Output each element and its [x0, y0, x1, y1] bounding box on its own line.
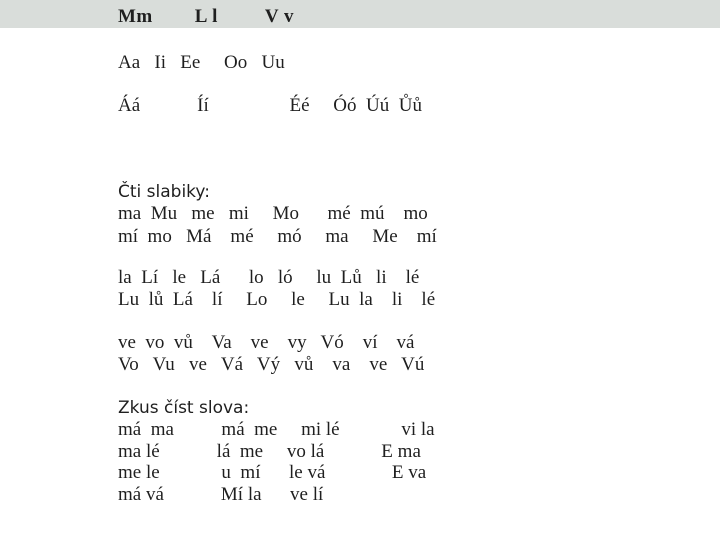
letters-header: Mm L l V v — [118, 6, 294, 27]
syllable-line: la Lí le Lá lo ló lu Lů li lé — [118, 267, 420, 288]
title-bar — [0, 0, 720, 28]
words-heading: Zkus číst slova: — [118, 398, 250, 418]
syllable-line: ma Mu me mi Mo mé mú mo — [118, 203, 428, 224]
word-line: má vá Mí la ve lí — [118, 484, 324, 505]
word-line: me le u mí le vá E va — [118, 462, 427, 483]
long-vowels-line: Áá Íí Éé Óó Úú Ůů — [118, 95, 422, 116]
short-vowels-line: Aa Ii Ee Oo Uu — [118, 52, 285, 73]
word-line: má ma má me mi lé vi la — [118, 419, 435, 440]
word-line: ma lé lá me vo lá E ma — [118, 441, 421, 462]
syllable-line: Lu lů Lá lí Lo le Lu la li lé — [118, 289, 436, 310]
syllable-line: mí mo Má mé mó ma Me mí — [118, 226, 437, 247]
syllables-heading: Čti slabiky: — [118, 182, 210, 202]
syllable-line: Vo Vu ve Vá Vý vů va ve Vú — [118, 354, 425, 375]
syllable-line: ve vo vů Va ve vy Vó ví vá — [118, 332, 415, 353]
